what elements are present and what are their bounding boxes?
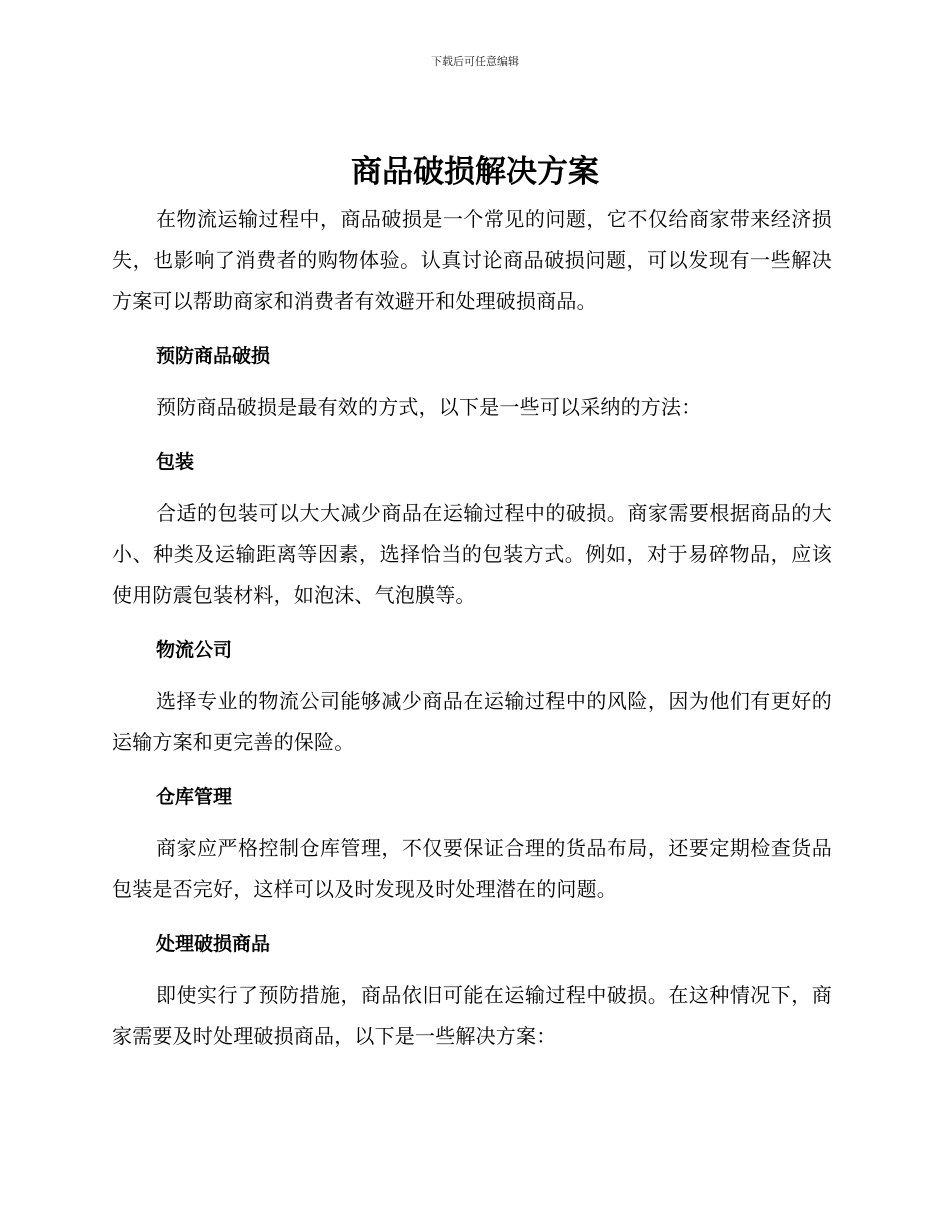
section-paragraph-prevention: 预防商品破损是最有效的方式，以下是一些可以采纳的方法：	[156, 395, 702, 419]
spacer	[112, 910, 832, 929]
section-heading-packaging: 包装	[156, 451, 195, 473]
page-header: 下载后可任意编辑	[431, 55, 519, 68]
intro-paragraph: 在物流运输过程中，商品破损是一个常见的问题，它不仅给商家带来经济损失，也影响了消费者的购物体验。认真讨论商品破损问题，可以发现有一些解决方案可以帮助商家和消费者有效避开和处理破损商品。	[112, 207, 832, 313]
spacer	[112, 428, 832, 447]
document-title: 商品破损解决方案	[351, 154, 599, 190]
spacer	[112, 477, 832, 493]
spacer	[112, 812, 832, 828]
section-paragraph-warehouse: 商家应严格控制仓库管理，不仅要保证合理的货品布局，还要定期检查货品包装是否完好，这样可以及时发现及时处理潜在的问题。	[112, 836, 832, 901]
section-heading-handling: 处理破损商品	[156, 933, 271, 955]
section-heading-logistics: 物流公司	[156, 639, 233, 661]
section-paragraph-logistics: 选择专业的物流公司能够减少商品在运输过程中的风险，因为他们有更好的运输方案和更完善的保险。	[112, 689, 832, 754]
spacer	[112, 616, 832, 635]
section-heading-warehouse: 仓库管理	[156, 786, 233, 808]
section-heading-prevention: 预防商品破损	[156, 345, 271, 367]
spacer	[112, 371, 832, 387]
spacer	[112, 665, 832, 681]
spacer	[112, 322, 832, 341]
section-paragraph-packaging: 合适的包装可以大大减少商品在运输过程中的破损。商家需要根据商品的大小、种类及运输距离等因素，选择恰当的包装方式。例如，对于易碎物品，应该使用防震包装材料，如泡沫、气泡膜等。	[112, 501, 832, 607]
document-body	[112, 199, 832, 1057]
section-paragraph-handling: 即使实行了预防措施，商品依旧可能在运输过程中破损。在这种情况下，商家需要及时处理破损商品，以下是一些解决方案：	[112, 983, 832, 1048]
spacer	[112, 959, 832, 975]
spacer	[112, 763, 832, 782]
